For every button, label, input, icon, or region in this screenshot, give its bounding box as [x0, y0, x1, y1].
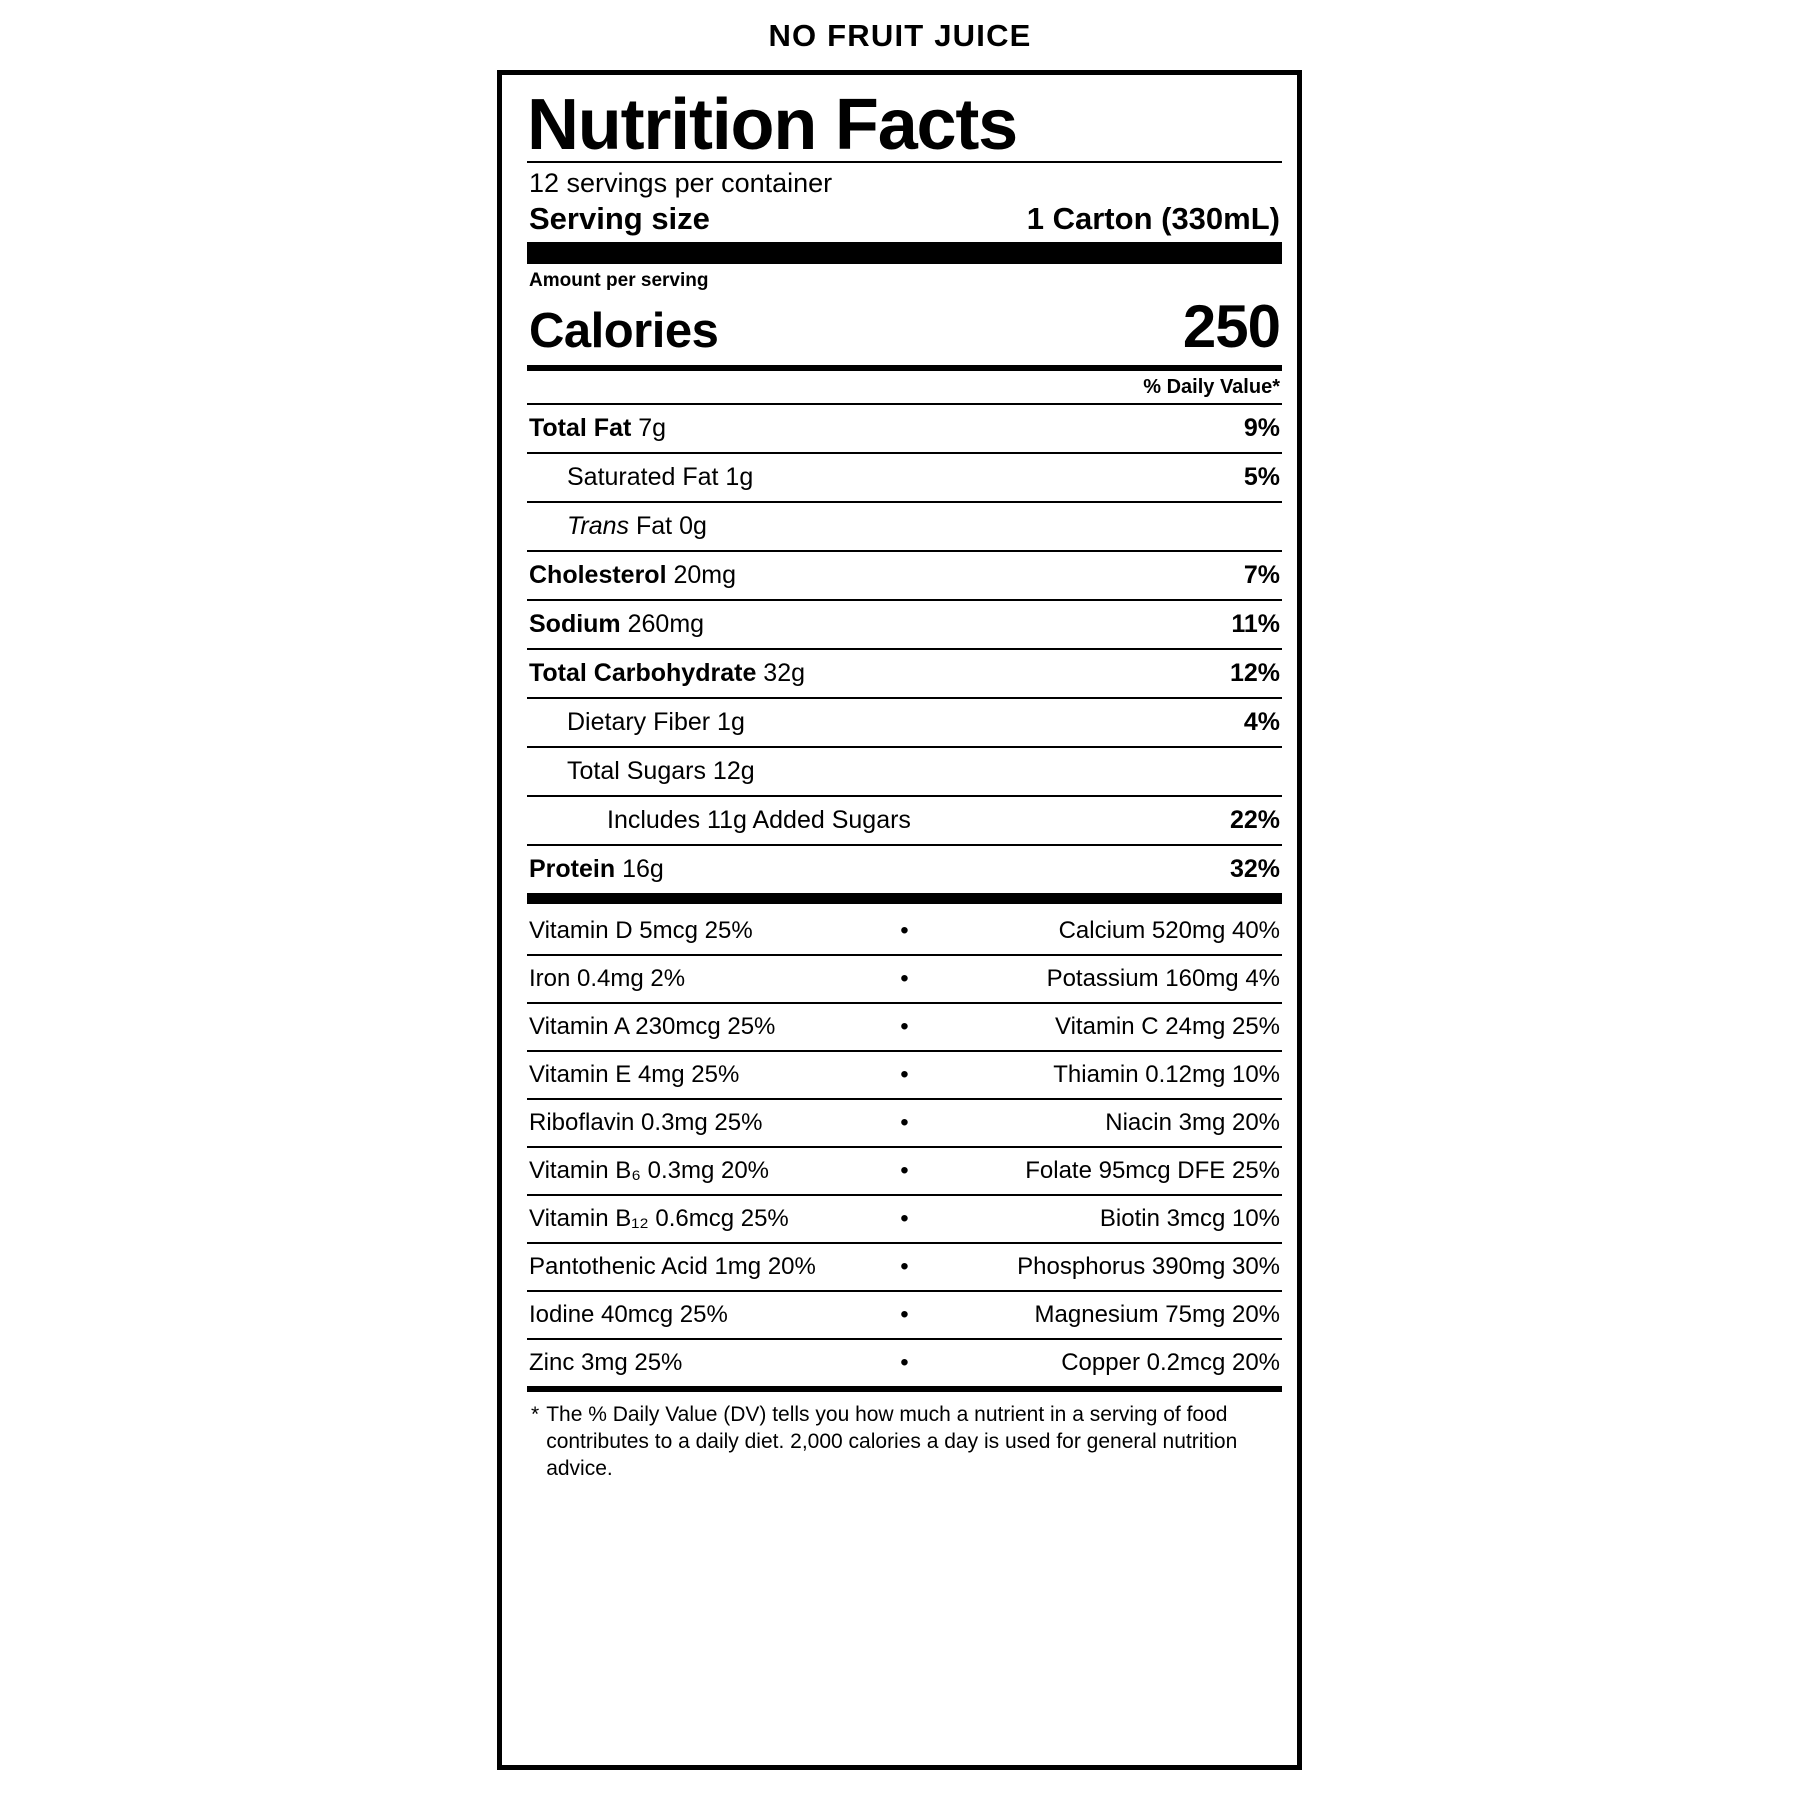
separator-dot-icon: •: [900, 1349, 909, 1377]
separator-dot-icon: •: [900, 917, 909, 945]
nutrient-row: [527, 403, 1282, 452]
separator-dot-icon: •: [900, 1109, 909, 1137]
nutrient-daily-value: 9%: [1243, 414, 1280, 443]
vitamin-left-value: Vitamin A 230mcg 25%: [529, 1013, 776, 1041]
nutrient-name: Total Sugars 12g: [567, 757, 755, 786]
vitamin-right-value: Calcium 520mg 40%: [1058, 917, 1281, 945]
nutrient-name: Saturated Fat 1g: [567, 463, 754, 492]
servings-per-container: 12 servings per container: [529, 168, 833, 199]
vitamin-left-value: Vitamin E 4mg 25%: [529, 1061, 740, 1089]
nutrient-daily-value: 32%: [1229, 855, 1280, 884]
serving-size-label: Serving size: [529, 201, 710, 237]
vitamin-row: [527, 954, 1282, 1002]
separator-dot-icon: •: [900, 1061, 909, 1089]
calories-row: [527, 292, 1282, 365]
vitamin-row: [527, 1050, 1282, 1098]
nutrient-daily-value: 5%: [1243, 463, 1280, 492]
nutrition-facts-panel: [497, 70, 1302, 1770]
calories-label: Calories: [529, 304, 719, 359]
calories-value: 250: [1182, 293, 1280, 361]
vitamin-right-value: Vitamin C 24mg 25%: [1055, 1013, 1281, 1041]
vitamin-right-value: Thiamin 0.12mg 10%: [1053, 1061, 1281, 1089]
nutrient-name: Trans Fat 0g: [567, 512, 707, 541]
vitamin-right-value: Folate 95mcg DFE 25%: [1025, 1157, 1281, 1185]
nutrient-name: Includes 11g Added Sugars: [607, 806, 911, 835]
daily-value-header: % Daily Value*: [1143, 376, 1280, 399]
vitamin-right-value: Potassium 160mg 4%: [1046, 965, 1281, 993]
nutrient-row: [527, 501, 1282, 550]
nutrient-row: [527, 795, 1282, 844]
vitamin-left-value: Iodine 40mcg 25%: [529, 1301, 728, 1329]
banner-no-fruit-juice: NO FRUIT JUICE: [768, 18, 1032, 53]
nutrient-daily-value: 7%: [1243, 561, 1280, 590]
footnote-block: [527, 1392, 1282, 1483]
vitamin-row: [527, 906, 1282, 954]
footnote-star: *: [531, 1403, 540, 1427]
vitamin-left-value: Vitamin B₆ 0.3mg 20%: [529, 1157, 770, 1185]
vitamin-left-value: Zinc 3mg 25%: [529, 1349, 683, 1377]
vitamin-mineral-list: [527, 904, 1282, 1386]
vitamin-row: [527, 1002, 1282, 1050]
nutrient-list: [527, 403, 1282, 893]
amount-per-serving-label: Amount per serving: [529, 270, 709, 292]
vitamin-row: [527, 1146, 1282, 1194]
vitamin-right-value: Copper 0.2mcg 20%: [1061, 1349, 1281, 1377]
nutrient-name: Total Fat 7g: [529, 414, 667, 443]
vitamin-left-value: Pantothenic Acid 1mg 20%: [529, 1253, 816, 1281]
nutrient-row: [527, 550, 1282, 599]
serving-size-value: 1 Carton (330mL): [1026, 201, 1280, 237]
nutrient-row: [527, 746, 1282, 795]
vitamin-left-value: Vitamin D 5mcg 25%: [529, 917, 753, 945]
vitamin-left-value: Riboflavin 0.3mg 25%: [529, 1109, 763, 1137]
nutrient-row: [527, 697, 1282, 746]
nutrient-name: Cholesterol 20mg: [529, 561, 737, 590]
footnote-text: The % Daily Value (DV) tells you how much a nutrient in a serving of food contributes to a daily diet. 2,000 calories a day is used for general nutrition advice.: [546, 1403, 1238, 1481]
nutrient-row: [527, 452, 1282, 501]
vitamin-row: [527, 1290, 1282, 1338]
separator-dot-icon: •: [900, 1301, 909, 1329]
vitamin-row: [527, 1242, 1282, 1290]
vitamin-row: [527, 1338, 1282, 1386]
separator-dot-icon: •: [900, 1253, 909, 1281]
nutrient-daily-value: 4%: [1243, 708, 1280, 737]
nutrition-facts-title: Nutrition Facts: [527, 85, 1018, 165]
vitamin-left-value: Iron 0.4mg 2%: [529, 965, 686, 993]
nutrient-name: Dietary Fiber 1g: [567, 708, 745, 737]
nutrient-name: Total Carbohydrate 32g: [529, 659, 806, 688]
nutrient-name: Protein 16g: [529, 855, 664, 884]
nutrient-daily-value: 11%: [1231, 610, 1280, 639]
nutrient-name: Sodium 260mg: [529, 610, 705, 639]
separator-dot-icon: •: [900, 1157, 909, 1185]
separator-dot-icon: •: [900, 965, 909, 993]
nutrition-facts-inner: [527, 85, 1282, 1483]
separator-dot-icon: •: [900, 1205, 909, 1233]
separator-dot-icon: •: [900, 1013, 909, 1041]
serving-size-row: [527, 200, 1282, 242]
nutrient-row: [527, 648, 1282, 697]
vitamin-row: [527, 1194, 1282, 1242]
vitamin-right-value: Phosphorus 390mg 30%: [1017, 1253, 1281, 1281]
vitamin-right-value: Magnesium 75mg 20%: [1034, 1301, 1281, 1329]
nutrient-row: [527, 844, 1282, 893]
nutrient-daily-value: 12%: [1229, 659, 1280, 688]
nutrient-row: [527, 599, 1282, 648]
vitamin-row: [527, 1098, 1282, 1146]
nutrient-daily-value: 22%: [1229, 806, 1280, 835]
vitamin-right-value: Biotin 3mcg 10%: [1099, 1205, 1281, 1233]
divider-thick-top: [527, 242, 1282, 264]
vitamin-left-value: Vitamin B₁₂ 0.6mcg 25%: [529, 1205, 789, 1233]
vitamin-right-value: Niacin 3mg 20%: [1105, 1109, 1281, 1137]
divider-under-protein: [527, 893, 1282, 904]
